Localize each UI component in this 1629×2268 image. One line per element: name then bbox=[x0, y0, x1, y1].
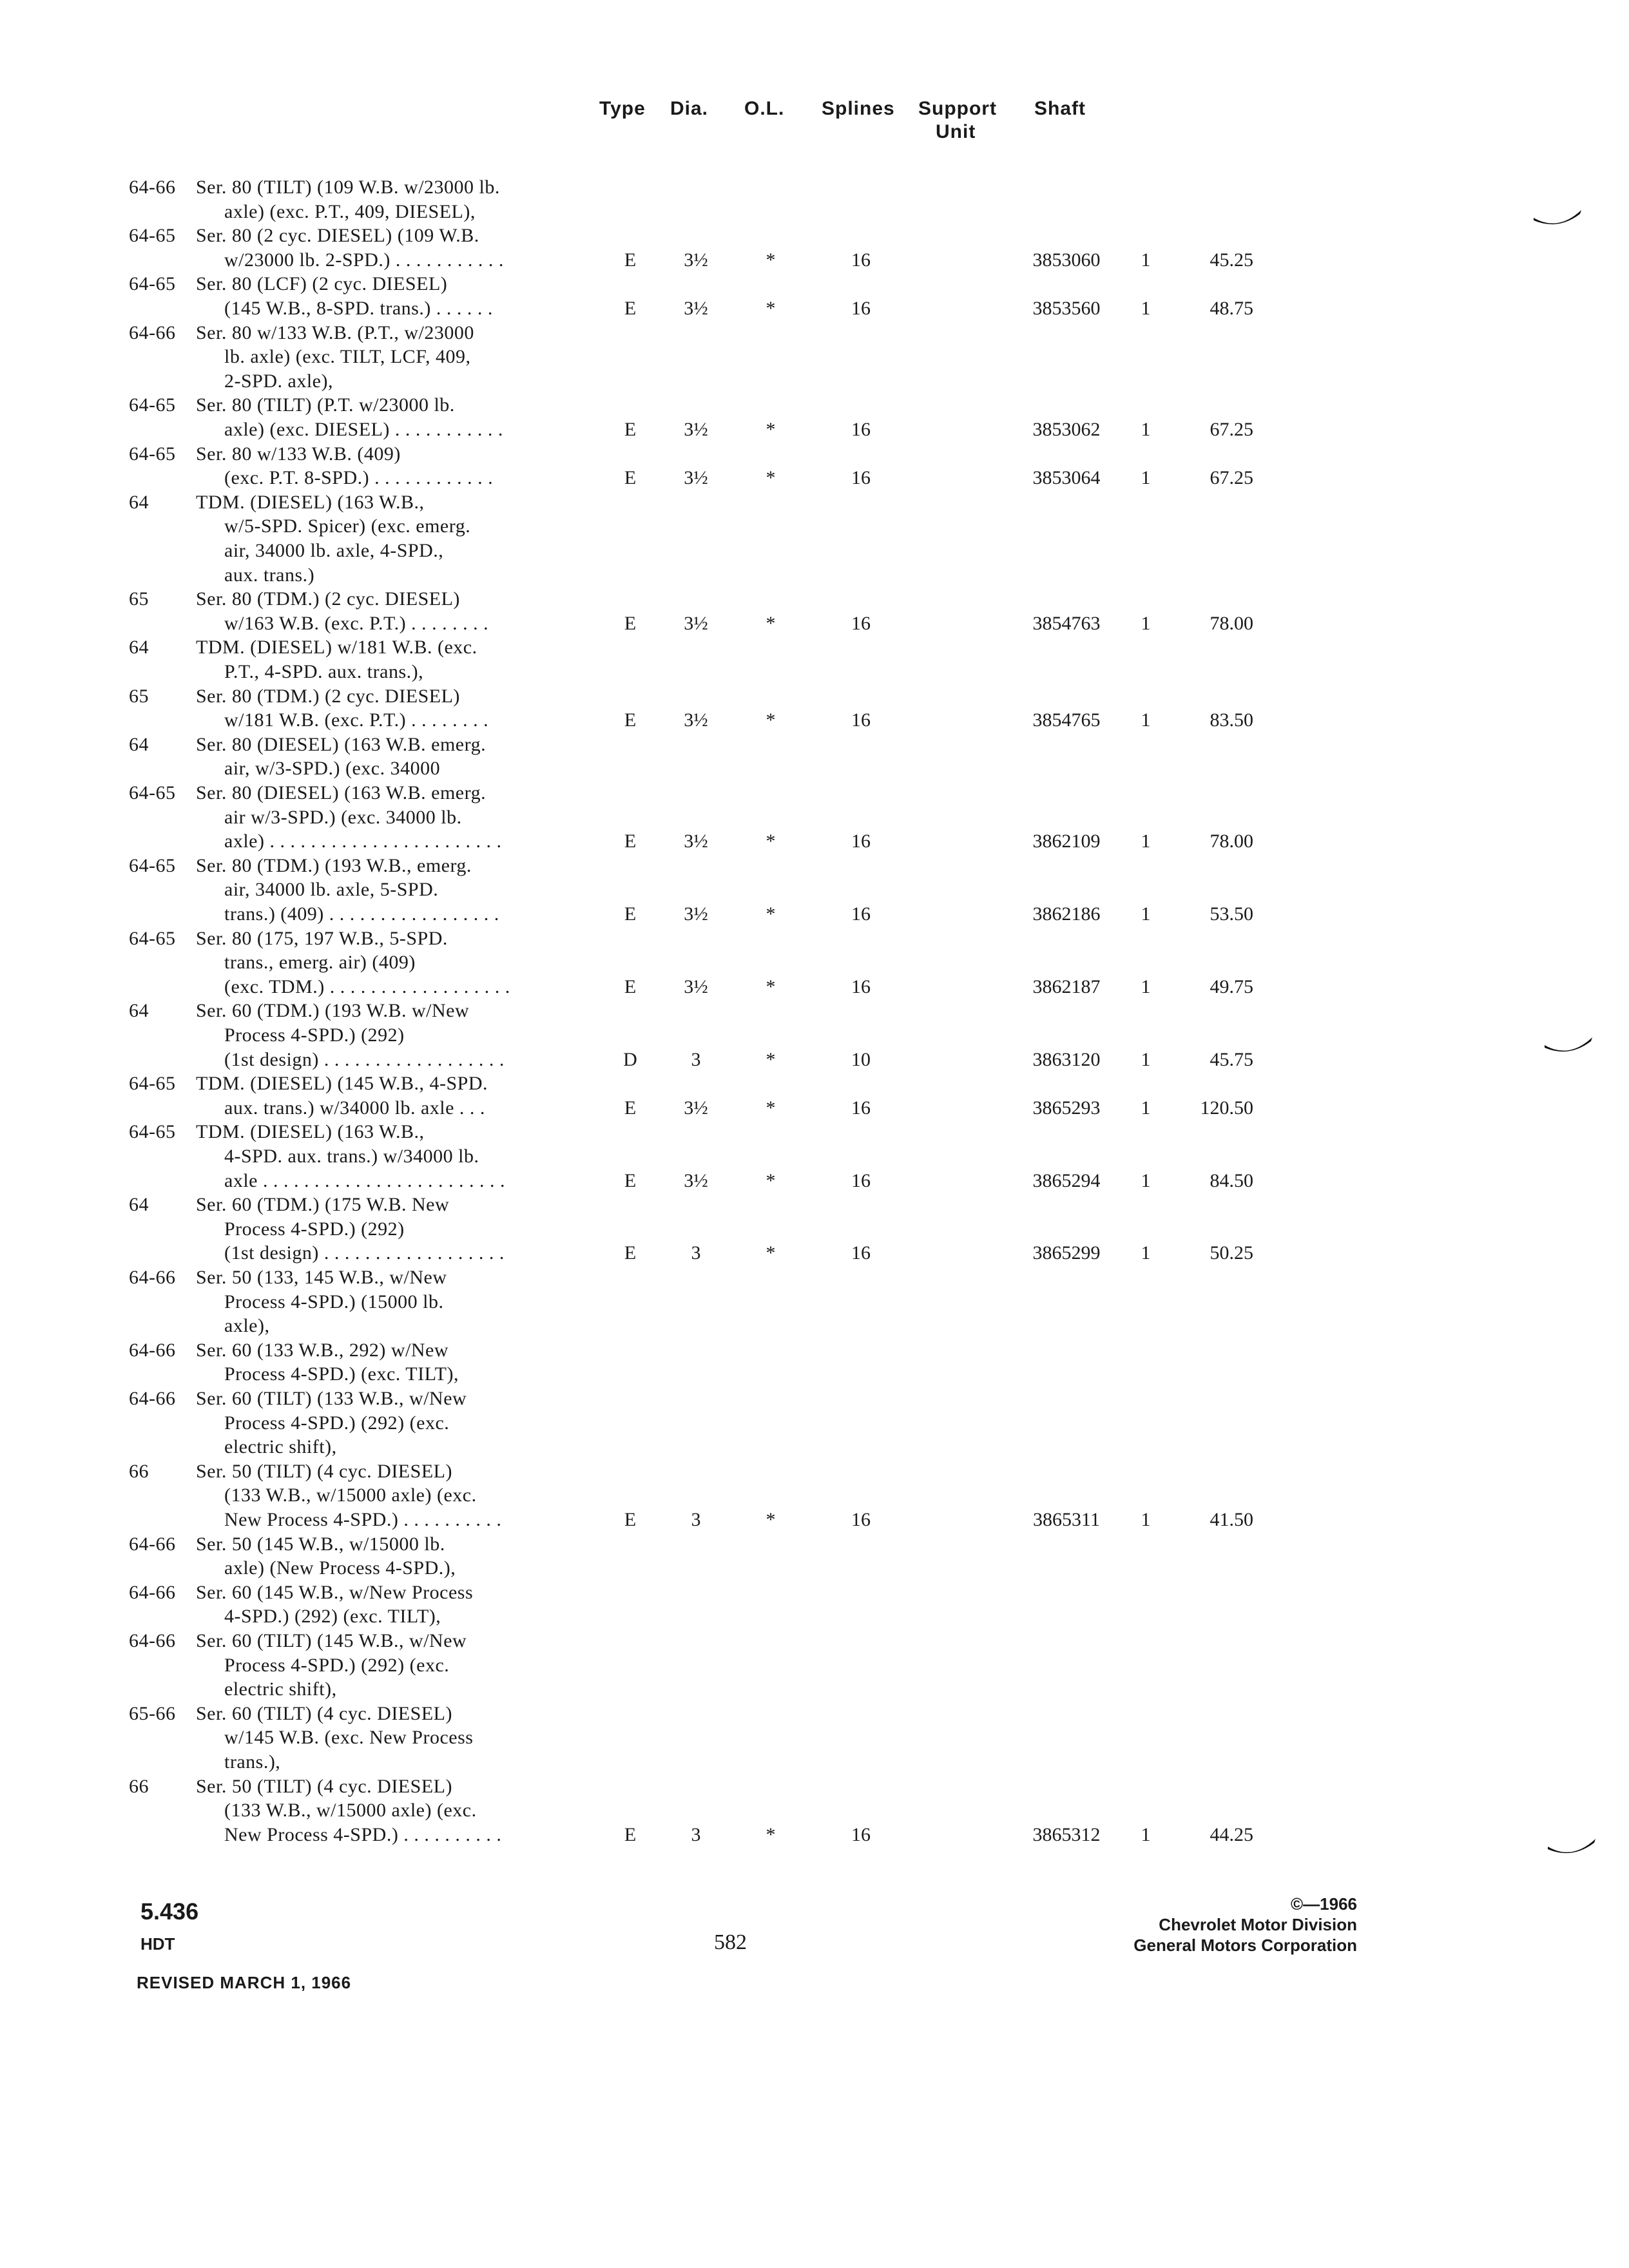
description-line: axle) (exc. DIESEL) . . . . . . . . . . . bbox=[224, 419, 503, 440]
model-years: 64-65 bbox=[129, 782, 176, 803]
type-cell: E bbox=[624, 249, 637, 271]
description-line: (133 W.B., w/15000 axle) (exc. bbox=[224, 1485, 477, 1506]
description-line: lb. axle) (exc. TILT, LCF, 409, bbox=[224, 346, 471, 368]
description-line: aux. trans.) bbox=[224, 564, 315, 586]
description-line: Ser. 50 (145 W.B., w/15000 lb. bbox=[196, 1533, 445, 1555]
splines-cell: 16 bbox=[851, 1509, 871, 1530]
price-cell: 67.25 bbox=[1210, 467, 1253, 489]
description-line: (1st design) . . . . . . . . . . . . . . . . . . bbox=[224, 1242, 505, 1264]
type-cell: E bbox=[624, 1823, 637, 1845]
quantity-cell: 1 bbox=[1141, 1097, 1151, 1119]
description-line: aux. trans.) w/34000 lb. axle . . . bbox=[224, 1097, 485, 1119]
description-line: trans.), bbox=[224, 1751, 281, 1773]
description-line: TDM. (DIESEL) w/181 W.B. (exc. bbox=[196, 637, 477, 658]
price-cell: 48.75 bbox=[1210, 298, 1253, 319]
model-years: 64 bbox=[129, 491, 149, 513]
header-unit: Unit bbox=[936, 121, 976, 142]
price-cell: 84.50 bbox=[1210, 1169, 1253, 1191]
part-number-cell: 3865311 bbox=[1033, 1509, 1100, 1530]
description-line: TDM. (DIESEL) (163 W.B., bbox=[196, 1121, 425, 1143]
quantity-cell: 1 bbox=[1141, 709, 1151, 731]
description-line: Process 4-SPD.) (292) bbox=[224, 1024, 405, 1046]
description-line: Ser. 60 (TILT) (145 W.B., w/New bbox=[196, 1630, 467, 1651]
header-dia: Dia. bbox=[670, 98, 709, 119]
description-line: New Process 4-SPD.) . . . . . . . . . . bbox=[224, 1509, 502, 1530]
dia-cell: 3½ bbox=[684, 467, 708, 489]
ol-cell: * bbox=[766, 1823, 776, 1845]
description-line: Ser. 50 (133, 145 W.B., w/New bbox=[196, 1267, 447, 1288]
ol-cell: * bbox=[766, 249, 776, 271]
price-cell: 45.25 bbox=[1210, 249, 1253, 271]
header-shaft: Shaft bbox=[1034, 98, 1086, 119]
part-number-cell: 3862109 bbox=[1032, 831, 1101, 852]
catalog-code: HDT bbox=[140, 1934, 175, 1954]
quantity-cell: 1 bbox=[1141, 975, 1151, 997]
ol-cell: * bbox=[766, 903, 776, 925]
model-years: 64-66 bbox=[129, 322, 176, 343]
price-cell: 49.75 bbox=[1210, 975, 1253, 997]
quantity-cell: 1 bbox=[1141, 419, 1151, 440]
description-line: Ser. 50 (TILT) (4 cyc. DIESEL) bbox=[196, 1775, 452, 1797]
quantity-cell: 1 bbox=[1141, 1169, 1151, 1191]
model-years: 65-66 bbox=[129, 1702, 176, 1724]
splines-cell: 16 bbox=[851, 419, 871, 440]
ol-cell: * bbox=[766, 467, 776, 489]
quantity-cell: 1 bbox=[1141, 1509, 1151, 1530]
price-cell: 50.25 bbox=[1210, 1242, 1253, 1264]
dia-cell: 3½ bbox=[684, 1169, 708, 1191]
model-years: 64-66 bbox=[129, 1267, 176, 1288]
description-line: Ser. 80 (TDM.) (2 cyc. DIESEL) bbox=[196, 685, 460, 707]
part-number-cell: 3865299 bbox=[1032, 1242, 1101, 1264]
ol-cell: * bbox=[766, 419, 776, 440]
description-line: (exc. TDM.) . . . . . . . . . . . . . . . . . . bbox=[224, 975, 510, 997]
binder-mark-icon bbox=[1543, 1032, 1595, 1058]
dia-cell: 3½ bbox=[684, 298, 708, 319]
description-line: Ser. 80 (TILT) (109 W.B. w/23000 lb. bbox=[196, 177, 500, 198]
description-line: electric shift), bbox=[224, 1436, 337, 1458]
description-line: Ser. 80 (DIESEL) (163 W.B. emerg. bbox=[196, 782, 487, 803]
part-number-cell: 3853060 bbox=[1032, 249, 1101, 271]
model-years: 64-65 bbox=[129, 225, 176, 247]
description-line: 4-SPD.) (292) (exc. TILT), bbox=[224, 1606, 441, 1628]
splines-cell: 16 bbox=[851, 975, 871, 997]
description-line: w/163 W.B. (exc. P.T.) . . . . . . . . bbox=[224, 612, 489, 634]
description-line: axle) (New Process 4-SPD.), bbox=[224, 1557, 456, 1579]
dia-cell: 3½ bbox=[684, 1097, 708, 1119]
dia-cell: 3½ bbox=[684, 249, 708, 271]
description-line: 4-SPD. aux. trans.) w/34000 lb. bbox=[224, 1146, 479, 1167]
splines-cell: 16 bbox=[851, 467, 871, 489]
splines-cell: 16 bbox=[851, 831, 871, 852]
model-years: 64 bbox=[129, 1000, 149, 1022]
description-line: Process 4-SPD.) (292) (exc. bbox=[224, 1654, 450, 1676]
header-splines: Splines bbox=[822, 98, 895, 119]
model-years: 64-65 bbox=[129, 927, 176, 949]
dia-cell: 3 bbox=[691, 1509, 701, 1530]
quantity-cell: 1 bbox=[1141, 298, 1151, 319]
price-cell: 45.75 bbox=[1210, 1048, 1253, 1070]
model-years: 64-65 bbox=[129, 854, 176, 876]
description-line: trans.) (409) . . . . . . . . . . . . . . . . . bbox=[224, 903, 499, 925]
header-support: Support bbox=[918, 98, 997, 119]
model-years: 64-66 bbox=[129, 1339, 176, 1361]
quantity-cell: 1 bbox=[1141, 467, 1151, 489]
ol-cell: * bbox=[766, 975, 776, 997]
splines-cell: 16 bbox=[851, 249, 871, 271]
ol-cell: * bbox=[766, 831, 776, 852]
description-line: axle) (exc. P.T., 409, DIESEL), bbox=[224, 200, 476, 222]
revised-date: REVISED MARCH 1, 1966 bbox=[137, 1973, 352, 1992]
description-line: Ser. 60 (133 W.B., 292) w/New bbox=[196, 1339, 448, 1361]
part-number-cell: 3854765 bbox=[1032, 709, 1101, 731]
type-cell: D bbox=[623, 1048, 637, 1070]
model-years: 64 bbox=[129, 637, 149, 658]
dia-cell: 3 bbox=[691, 1048, 701, 1070]
price-cell: 53.50 bbox=[1210, 903, 1253, 925]
description-line: w/5-SPD. Spicer) (exc. emerg. bbox=[224, 515, 471, 537]
header-type: Type bbox=[599, 98, 646, 119]
part-number-cell: 3853062 bbox=[1032, 419, 1101, 440]
description-line: Ser. 60 (145 W.B., w/New Process bbox=[196, 1581, 474, 1603]
price-cell: 78.00 bbox=[1210, 612, 1253, 634]
type-cell: E bbox=[624, 831, 637, 852]
description-line: (133 W.B., w/15000 axle) (exc. bbox=[224, 1800, 477, 1821]
copyright: ©—1966 bbox=[1291, 1894, 1357, 1914]
model-years: 64-65 bbox=[129, 1073, 176, 1095]
type-cell: E bbox=[624, 612, 637, 634]
type-cell: E bbox=[624, 1242, 637, 1264]
splines-cell: 16 bbox=[851, 709, 871, 731]
description-line: Ser. 80 w/133 W.B. (409) bbox=[196, 443, 401, 465]
quantity-cell: 1 bbox=[1141, 903, 1151, 925]
type-cell: E bbox=[624, 298, 637, 319]
part-number-cell: 3853064 bbox=[1032, 467, 1101, 489]
description-line: air, 34000 lb. axle, 4-SPD., bbox=[224, 540, 444, 561]
model-years: 64 bbox=[129, 733, 149, 755]
description-line: air, 34000 lb. axle, 5-SPD. bbox=[224, 879, 439, 901]
ol-cell: * bbox=[766, 1169, 776, 1191]
dia-cell: 3 bbox=[691, 1823, 701, 1845]
dia-cell: 3 bbox=[691, 1242, 701, 1264]
splines-cell: 16 bbox=[851, 903, 871, 925]
model-years: 64-65 bbox=[129, 443, 176, 465]
type-cell: E bbox=[624, 419, 637, 440]
model-years: 64-66 bbox=[129, 1630, 176, 1651]
binder-mark-icon bbox=[1532, 205, 1584, 231]
model-years: 64-65 bbox=[129, 273, 176, 295]
description-line: w/23000 lb. 2-SPD.) . . . . . . . . . . . bbox=[224, 249, 504, 271]
model-years: 64-65 bbox=[129, 1121, 176, 1143]
ol-cell: * bbox=[766, 1242, 776, 1264]
type-cell: E bbox=[624, 709, 637, 731]
splines-cell: 16 bbox=[851, 1169, 871, 1191]
description-line: (exc. P.T. 8-SPD.) . . . . . . . . . . . . bbox=[224, 467, 494, 489]
description-line: TDM. (DIESEL) (163 W.B., bbox=[196, 491, 425, 513]
part-number-cell: 3865294 bbox=[1032, 1169, 1101, 1191]
model-years: 64 bbox=[129, 1194, 149, 1216]
model-years: 64-66 bbox=[129, 1533, 176, 1555]
description-line: Ser. 60 (TDM.) (193 W.B. w/New bbox=[196, 1000, 470, 1022]
description-line: Ser. 80 (2 cyc. DIESEL) (109 W.B. bbox=[196, 225, 479, 247]
price-cell: 44.25 bbox=[1210, 1823, 1253, 1845]
description-line: Process 4-SPD.) (exc. TILT), bbox=[224, 1363, 459, 1385]
description-line: air, w/3-SPD.) (exc. 34000 bbox=[224, 758, 441, 780]
description-line: Ser. 80 (175, 197 W.B., 5-SPD. bbox=[196, 927, 448, 949]
description-line: 2-SPD. axle), bbox=[224, 370, 333, 392]
description-line: trans., emerg. air) (409) bbox=[224, 952, 416, 974]
description-line: Process 4-SPD.) (15000 lb. bbox=[224, 1291, 444, 1312]
page-number: 582 bbox=[714, 1930, 747, 1954]
description-line: Ser. 80 (TDM.) (2 cyc. DIESEL) bbox=[196, 588, 460, 610]
dia-cell: 3½ bbox=[684, 419, 708, 440]
description-line: axle) . . . . . . . . . . . . . . . . . . . . . . . bbox=[224, 831, 502, 852]
description-line: w/145 W.B. (exc. New Process bbox=[224, 1727, 474, 1749]
part-number-cell: 3862187 bbox=[1032, 975, 1101, 997]
price-cell: 41.50 bbox=[1210, 1509, 1253, 1530]
type-cell: E bbox=[624, 975, 637, 997]
model-years: 64-66 bbox=[129, 1388, 176, 1409]
description-line: Ser. 60 (TILT) (4 cyc. DIESEL) bbox=[196, 1702, 452, 1724]
description-line: Ser. 60 (TILT) (133 W.B., w/New bbox=[196, 1388, 467, 1409]
description-line: Process 4-SPD.) (292) (exc. bbox=[224, 1412, 450, 1434]
corporation-name: General Motors Corporation bbox=[1133, 1936, 1357, 1955]
model-years: 64-65 bbox=[129, 394, 176, 416]
description-line: air w/3-SPD.) (exc. 34000 lb. bbox=[224, 806, 462, 828]
price-cell: 120.50 bbox=[1200, 1097, 1253, 1119]
dia-cell: 3½ bbox=[684, 975, 708, 997]
dia-cell: 3½ bbox=[684, 831, 708, 852]
description-line: electric shift), bbox=[224, 1678, 337, 1700]
quantity-cell: 1 bbox=[1141, 831, 1151, 852]
quantity-cell: 1 bbox=[1141, 249, 1151, 271]
quantity-cell: 1 bbox=[1141, 1048, 1151, 1070]
dia-cell: 3½ bbox=[684, 612, 708, 634]
splines-cell: 16 bbox=[851, 1097, 871, 1119]
splines-cell: 16 bbox=[851, 612, 871, 634]
description-line: Ser. 80 (DIESEL) (163 W.B. emerg. bbox=[196, 733, 487, 755]
model-years: 64-66 bbox=[129, 1581, 176, 1603]
ol-cell: * bbox=[766, 709, 776, 731]
type-cell: E bbox=[624, 903, 637, 925]
model-years: 66 bbox=[129, 1460, 149, 1482]
part-number-cell: 3865312 bbox=[1032, 1823, 1101, 1845]
description-line: axle), bbox=[224, 1315, 270, 1337]
description-line: w/181 W.B. (exc. P.T.) . . . . . . . . bbox=[224, 709, 489, 731]
ol-cell: * bbox=[766, 1097, 776, 1119]
type-cell: E bbox=[624, 1169, 637, 1191]
description-line: New Process 4-SPD.) . . . . . . . . . . bbox=[224, 1823, 502, 1845]
ol-cell: * bbox=[766, 612, 776, 634]
description-line: Ser. 50 (TILT) (4 cyc. DIESEL) bbox=[196, 1460, 452, 1482]
part-number-cell: 3865293 bbox=[1032, 1097, 1101, 1119]
description-line: Ser. 80 (TILT) (P.T. w/23000 lb. bbox=[196, 394, 455, 416]
description-line: axle . . . . . . . . . . . . . . . . . . . . . . . . bbox=[224, 1169, 505, 1191]
description-line: TDM. (DIESEL) (145 W.B., 4-SPD. bbox=[196, 1073, 488, 1095]
section-number: 5.436 bbox=[140, 1898, 199, 1925]
description-line: (145 W.B., 8-SPD. trans.) . . . . . . bbox=[224, 298, 493, 319]
splines-cell: 10 bbox=[851, 1048, 871, 1070]
part-number-cell: 3862186 bbox=[1032, 903, 1101, 925]
description-line: P.T., 4-SPD. aux. trans.), bbox=[224, 661, 424, 682]
description-line: Ser. 80 w/133 W.B. (P.T., w/23000 bbox=[196, 322, 474, 343]
quantity-cell: 1 bbox=[1141, 612, 1151, 634]
header-ol: O.L. bbox=[744, 98, 785, 119]
type-cell: E bbox=[624, 1097, 637, 1119]
price-cell: 78.00 bbox=[1210, 831, 1253, 852]
price-cell: 83.50 bbox=[1210, 709, 1253, 731]
type-cell: E bbox=[624, 1509, 637, 1530]
description-line: Process 4-SPD.) (292) bbox=[224, 1218, 405, 1240]
dia-cell: 3½ bbox=[684, 709, 708, 731]
model-years: 65 bbox=[129, 588, 149, 610]
model-years: 66 bbox=[129, 1775, 149, 1797]
description-line: Ser. 60 (TDM.) (175 W.B. New bbox=[196, 1194, 450, 1216]
model-years: 65 bbox=[129, 685, 149, 707]
splines-cell: 16 bbox=[851, 1242, 871, 1264]
ol-cell: * bbox=[766, 1509, 776, 1530]
ol-cell: * bbox=[766, 298, 776, 319]
price-cell: 67.25 bbox=[1210, 419, 1253, 440]
description-line: Ser. 80 (TDM.) (193 W.B., emerg. bbox=[196, 854, 472, 876]
splines-cell: 16 bbox=[851, 298, 871, 319]
model-years: 64-66 bbox=[129, 177, 176, 198]
part-number-cell: 3853560 bbox=[1032, 298, 1101, 319]
splines-cell: 16 bbox=[851, 1823, 871, 1845]
part-number-cell: 3854763 bbox=[1032, 612, 1101, 634]
division-name: Chevrolet Motor Division bbox=[1159, 1915, 1357, 1934]
quantity-cell: 1 bbox=[1141, 1242, 1151, 1264]
description-line: Ser. 80 (LCF) (2 cyc. DIESEL) bbox=[196, 273, 448, 295]
type-cell: E bbox=[624, 467, 637, 489]
quantity-cell: 1 bbox=[1141, 1823, 1151, 1845]
ol-cell: * bbox=[766, 1048, 776, 1070]
part-number-cell: 3863120 bbox=[1032, 1048, 1101, 1070]
description-line: (1st design) . . . . . . . . . . . . . . . . . . bbox=[224, 1048, 505, 1070]
binder-mark-icon bbox=[1547, 1834, 1598, 1860]
dia-cell: 3½ bbox=[684, 903, 708, 925]
